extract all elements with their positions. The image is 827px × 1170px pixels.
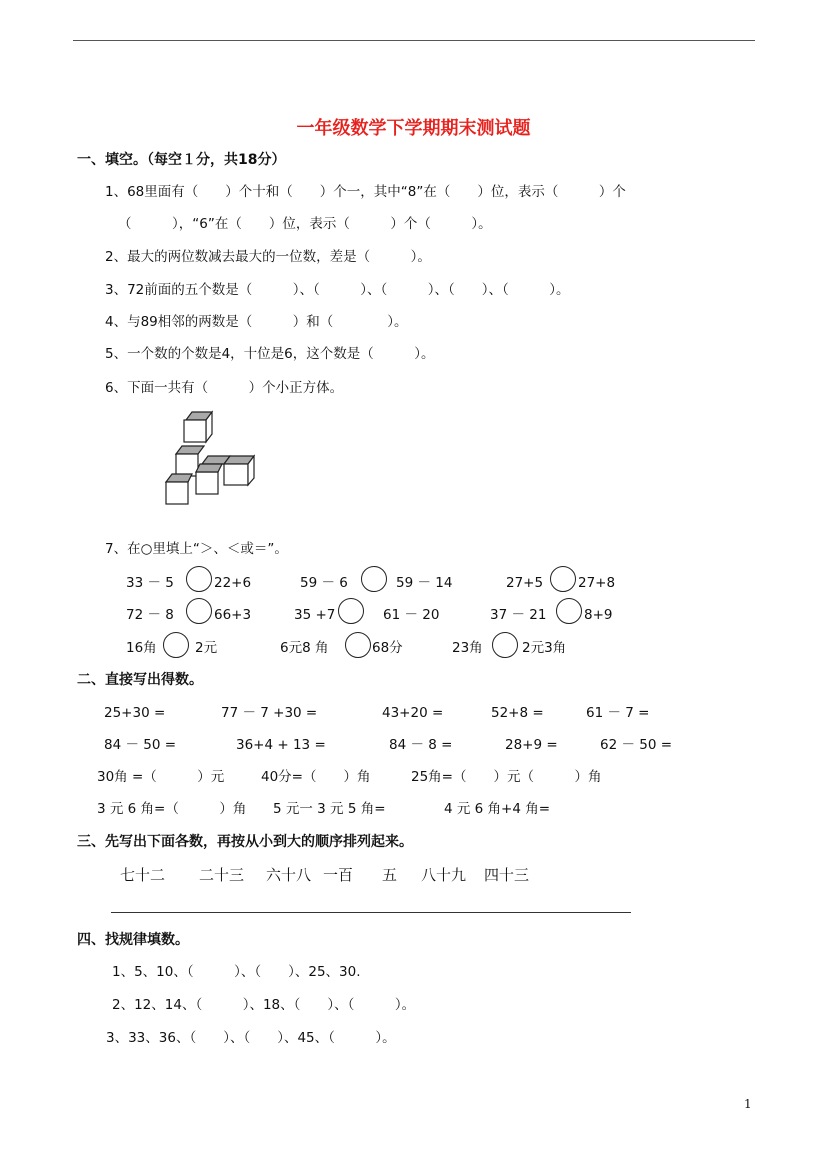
pattern-question-3: 3、33、36、（ ）、（ ）、45、（ ）。 bbox=[106, 1030, 396, 1046]
calc-item: 52+8 = bbox=[491, 705, 544, 721]
compare-right: 27+8 bbox=[578, 575, 616, 591]
compare-circle[interactable] bbox=[492, 632, 518, 658]
compare-left: 27+5 bbox=[506, 575, 544, 591]
compare-circle[interactable] bbox=[556, 598, 582, 624]
calc-item: 25角=（ ）元（ ）角 bbox=[411, 769, 602, 785]
compare-left: 16角 bbox=[126, 640, 157, 656]
page-number: 1 bbox=[744, 1097, 752, 1111]
question-3: 3、72前面的五个数是（ ）、（ ）、（ ）、（ ）、（ ）。 bbox=[105, 282, 570, 298]
calc-item: 61 － 7 = bbox=[586, 705, 650, 721]
question-1b: （ ），“6”在（ ）位，表示（ ）个（ ）。 bbox=[118, 216, 492, 232]
header-rule bbox=[73, 40, 755, 41]
pattern-question-2: 2、12、14、（ ）、18、（ ）、（ ）。 bbox=[112, 997, 416, 1013]
question-7: 7、在○里填上“＞、＜或＝”。 bbox=[105, 541, 288, 557]
compare-circle[interactable] bbox=[163, 632, 189, 658]
compare-circle[interactable] bbox=[186, 598, 212, 624]
compare-circle[interactable] bbox=[345, 632, 371, 658]
calc-item: 77 － 7 +30 = bbox=[221, 705, 318, 721]
compare-left: 23角 bbox=[452, 640, 483, 656]
calc-item: 28+9 = bbox=[505, 737, 558, 753]
question-5: 5、一个数的个数是4，十位是6，这个数是（ ）。 bbox=[105, 346, 435, 362]
question-6: 6、下面一共有（ ）个小正方体。 bbox=[105, 380, 344, 396]
compare-circle[interactable] bbox=[361, 566, 387, 592]
calc-item: 3 元 6 角=（ ）角 bbox=[97, 801, 247, 817]
calc-item: 4 元 6 角+4 角= bbox=[444, 801, 551, 817]
number-word: 七十二 bbox=[120, 866, 166, 884]
number-word: 八十九 bbox=[421, 866, 467, 884]
answer-line[interactable] bbox=[111, 912, 631, 913]
number-word: 六十八 bbox=[266, 866, 312, 884]
compare-left: 37 － 21 bbox=[490, 607, 547, 623]
compare-right: 68分 bbox=[372, 640, 403, 656]
section-1-heading: 一、填空。（每空１分，共18分） bbox=[77, 152, 286, 168]
question-4: 4、与89相邻的两数是（ ）和（ ）。 bbox=[105, 314, 408, 330]
calc-item: 25+30 = bbox=[104, 705, 166, 721]
compare-circle[interactable] bbox=[186, 566, 212, 592]
calc-item: 36+4 + 13 = bbox=[236, 737, 326, 753]
compare-circle[interactable] bbox=[550, 566, 576, 592]
compare-left: 72 － 8 bbox=[126, 607, 174, 623]
calc-item: 43+20 = bbox=[382, 705, 444, 721]
pattern-question-1: 1、5、10、（ ）、（ ）、25、30. bbox=[112, 964, 361, 980]
compare-right: 8+9 bbox=[584, 607, 613, 623]
cube-figure bbox=[160, 408, 260, 508]
calc-item: 62 － 50 = bbox=[600, 737, 673, 753]
compare-left: 6元8 角 bbox=[280, 640, 329, 656]
calc-item: 30角 =（ ）元 bbox=[97, 769, 225, 785]
compare-right: 2元3角 bbox=[522, 640, 567, 656]
compare-right: 22+6 bbox=[214, 575, 252, 591]
compare-left: 33 － 5 bbox=[126, 575, 174, 591]
calc-item: 84 － 8 = bbox=[389, 737, 453, 753]
calc-item: 84 － 50 = bbox=[104, 737, 177, 753]
compare-right: 2元 bbox=[195, 640, 218, 656]
question-2: 2、最大的两位数减去最大的一位数，差是（ ）。 bbox=[105, 249, 431, 265]
number-word: 五 bbox=[382, 866, 398, 884]
section-2-heading: 二、直接写出得数。 bbox=[77, 672, 203, 688]
section-3-heading: 三、先写出下面各数，再按从小到大的顺序排列起来。 bbox=[77, 834, 413, 850]
compare-circle[interactable] bbox=[338, 598, 364, 624]
page-title: 一年级数学下学期期末测试题 bbox=[296, 118, 531, 139]
compare-left: 35 +7 bbox=[294, 607, 336, 623]
section-4-heading: 四、找规律填数。 bbox=[77, 932, 189, 948]
compare-right: 59 － 14 bbox=[396, 575, 453, 591]
compare-right: 61 － 20 bbox=[383, 607, 440, 623]
question-1a: 1、68里面有（ ）个十和（ ）个一，其中“8”在（ ）位，表示（ ）个 bbox=[105, 184, 626, 200]
compare-left: 59 － 6 bbox=[300, 575, 348, 591]
number-word: 二十三 bbox=[199, 866, 245, 884]
number-word: 一百 bbox=[323, 866, 354, 884]
number-word: 四十三 bbox=[484, 866, 530, 884]
calc-item: 5 元一 3 元 5 角= bbox=[273, 801, 386, 817]
compare-right: 66+3 bbox=[214, 607, 252, 623]
calc-item: 40分=（ ）角 bbox=[261, 769, 371, 785]
